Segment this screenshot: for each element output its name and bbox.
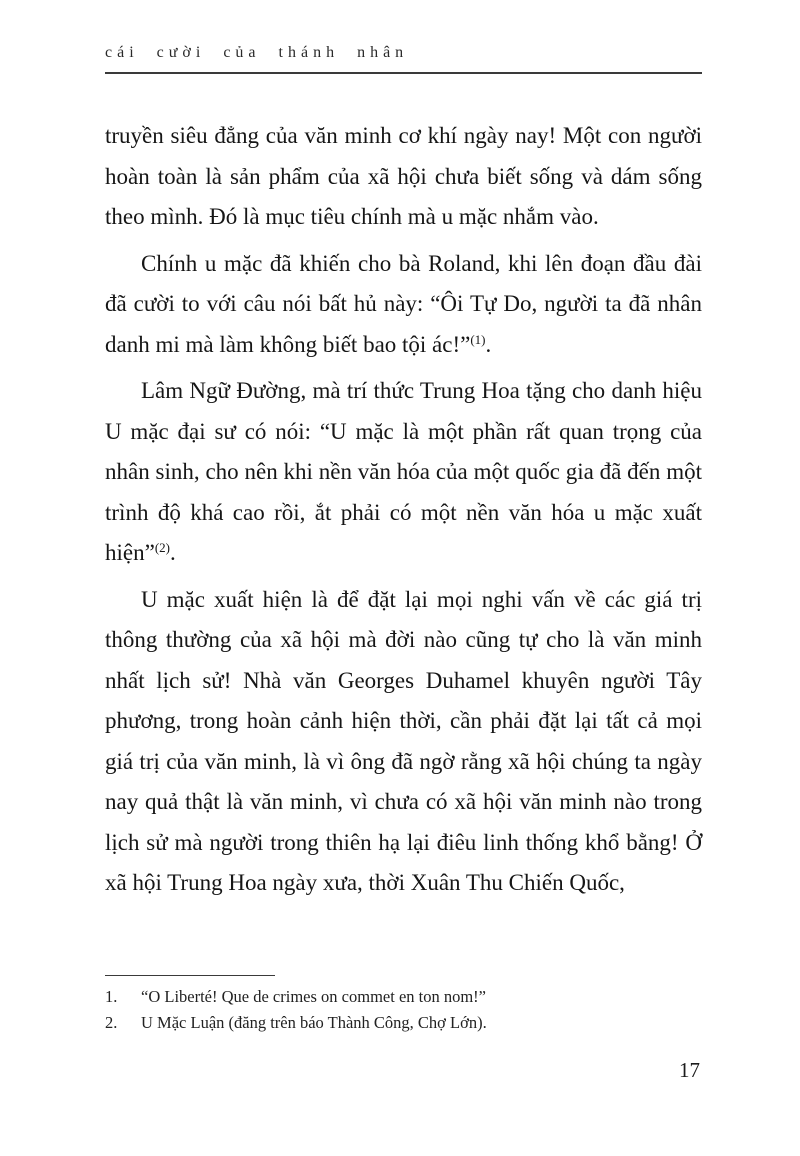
footnote-number: 2. (105, 1013, 118, 1032)
body-text (105, 116, 702, 904)
running-header (105, 44, 702, 74)
footnote-item (105, 984, 702, 1010)
footnote-number: 1. (105, 987, 118, 1006)
footnote-list (105, 984, 702, 1036)
footnote-item (105, 1010, 702, 1036)
footnote-separator (105, 975, 275, 976)
page-number: 17 (679, 1058, 700, 1082)
paragraph: truyền siêu đẳng của văn minh cơ khí ngày nay! Một con người hoàn toàn là sản phẩm của xã hội chưa biết sống và dám sống theo mình. Đó là mục tiêu chính mà u mặc nhắm vào. (105, 123, 702, 229)
header-title: cái cười của thánh nhân (105, 44, 409, 61)
footnote-text: U Mặc Luận (đăng trên báo Thành Công, Chợ Lớn). (141, 1013, 487, 1032)
paragraph: Chính u mặc đã khiến cho bà Roland, khi lên đoạn đầu đài đã cười to với câu nói bất hủ này: “Ôi Tự Do, người ta đã nhân danh mi mà làm không biết bao tội ác!”$^{(1)}$. (105, 250, 702, 357)
footnotes (105, 975, 702, 1036)
footnote-reference: (2) (154, 540, 170, 555)
page-content (105, 44, 702, 910)
footnote-text: “O Liberté! Que de crimes on commet en ton nom!” (141, 987, 487, 1006)
paragraph: U mặc xuất hiện là để đặt lại mọi nghi vấn về các giá trị thông thường của xã hội mà đời nào cũng tự cho là văn minh nhất lịch sử! Nhà văn Georges Duhamel khuyên người Tây phương, trong hoàn cảnh hiện thời, cần phải đặt lại tất cả mọi giá trị của văn minh, là vì ông đã ngờ rằng xã hội chúng ta ngày nay quả thật là văn minh, vì chưa có xã hội văn minh nào trong lịch sử mà người trong thiên hạ lại điêu linh thống khổ bằng! Ở xã hội Trung Hoa ngày xưa, thời Xuân Thu Chiến Quốc, (105, 586, 702, 895)
footnote-reference: (1) (470, 331, 486, 347)
paragraph: Lâm Ngữ Đường, mà trí thức Trung Hoa tặng cho danh hiệu U mặc đại sư có nói: “U mặc là một phần rất quan trọng của nhân sinh, cho nên khi nền văn hóa của một quốc gia đã đến một trình độ khá cao rồi, ắt phải có một nền văn hóa u mặc xuất hiện”$^{(2)}$. (105, 378, 702, 565)
